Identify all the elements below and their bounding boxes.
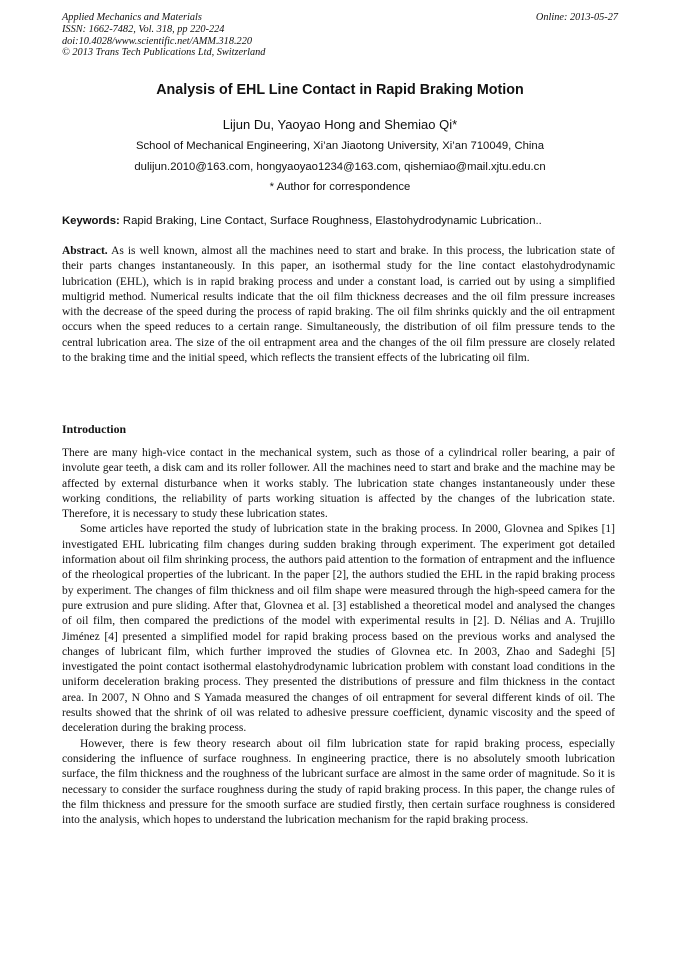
copyright-line: © 2013 Trans Tech Publications Ltd, Switzerland	[62, 47, 266, 59]
paper-title: Analysis of EHL Line Contact in Rapid Braking Motion	[156, 82, 524, 98]
journal-name: Applied Mechanics and Materials	[62, 12, 202, 23]
intro-paragraph-2: Some articles have reported the study of lubrication state in the braking process. In 2000, Glovnea and Spikes [1] investigated EHL lubricating film changes during sudden braking through experiment. The experiment got detailed information about oil film shrinking process, the authors paid attention to the formation of entrapment and the influence of the rheological properties of the lubricant. In the paper [2], the authors studied the EHL in the rapid braking process by experiment. The changes of film thickness and oil film shape were measured through the high-speed camera for the pure extrusion and pure sliding. After that, Glovnea et al. [3] established a theoretical model and analysed the changes of oil film, then compared the predictions of the model with experimental results in [2]. D. Nélias and A. Trujillo Jiménez [4] presented a simplified model for rapid braking process based on the previous works and analysed the changes of lubricant film, which further improved the studies of Glovnea etc. In 2003, Zhao and Sadeghi [5] investigated the point contact isothermal elastohydrodynamic lubrication problem with constant load conditions in the uniform deceleration braking process. They presented the distributions of pressure and film thickness in the contact area. In 2007, N Ohno and S Yamada measured the changes of oil entrapment for several different kinds of oil. The results showed that the shrink of oil was related to adhesive pressure coefficient, dynamic viscosity and the speed of deceleration during the braking process.	[62, 523, 615, 735]
keywords-text: Rapid Braking, Line Contact, Surface Roughness, Elastohydrodynamic Lubrication..	[122, 215, 542, 227]
introduction-body	[62, 446, 615, 828]
keywords	[62, 215, 618, 227]
correspondence-note: * Author for correspondence	[269, 181, 411, 193]
journal-header	[62, 12, 618, 59]
intro-paragraph-3: However, there is few theory research about oil film lubrication state for rapid braking process, especially considering the influence of surface roughness. In engineering practice, there is no absolutely smooth lubrication surface, the film thickness and the roughness of the lubricant surface are almost in the same order of magnitude. So it is necessary to consider the surface roughness during the study of rapid braking process. In this paper, the change rules of the film thickness and pressure for the smooth surface are studied firstly, then certain surface roughness is considered into the analysis, which hopes to understand the lubrication mechanism for the rapid braking process.	[62, 737, 615, 827]
abstract-label: Abstract.	[62, 245, 108, 257]
issn-line: ISSN: 1662-7482, Vol. 318, pp 220-224	[62, 23, 225, 35]
intro-paragraph-1: There are many high-vice contact in the mechanical system, such as those of a cylindrical roller bearing, a pair of involute gear teeth, a disk cam and its roller follower. All the machines need to start and brake and the machine may be affected by external disturbance when it works stably. The lubrication state changes instantaneously under these working conditions, the reliability of parts working situation is affected by the changes of the lubrication state. Therefore, it is necessary to study these lubrication states.	[62, 447, 615, 521]
section-heading-introduction: Introduction	[62, 422, 127, 436]
abstract	[62, 244, 615, 366]
abstract-text: As is well known, almost all the machines need to start and brake. In this process, the lubrication state of their parts changes instantaneously. In this paper, an isothermal study for the line contact elastohydrodynamic lubrication (EHL), which is in rapid braking process and under a constant load, is carried out by using a simplified multigrid method. Numerical results indicate that the oil film thickness decreases and the oil film pressure increases with the decrease of the speed during the process of rapid braking. The oil film shrinks quickly and the oil entrapment occurs when the speed reduces to a certain range. Simultaneously, the distribution of oil film pressure tends to the central lubrication area. The size of the oil entrapment area and the changes of the oil film pressure are closely related to the braking time and the initial speed, which reflects the transient effects of the lubricating oil film.	[62, 245, 615, 365]
author-list: Lijun Du, Yaoyao Hong and Shemiao Qi*	[222, 117, 458, 132]
keywords-label: Keywords:	[62, 215, 120, 227]
affiliation: School of Mechanical Engineering, Xi’an Jiaotong University, Xi’an 710049, China	[136, 140, 544, 152]
online-date: Online: 2013-05-27	[535, 12, 618, 23]
author-emails: dulijun.2010@163.com, hongyaoyao1234@163.com, qishemiao@mail.xjtu.edu.cn	[134, 161, 546, 173]
doi-line: doi:10.4028/www.scientific.net/AMM.318.220	[62, 35, 252, 47]
